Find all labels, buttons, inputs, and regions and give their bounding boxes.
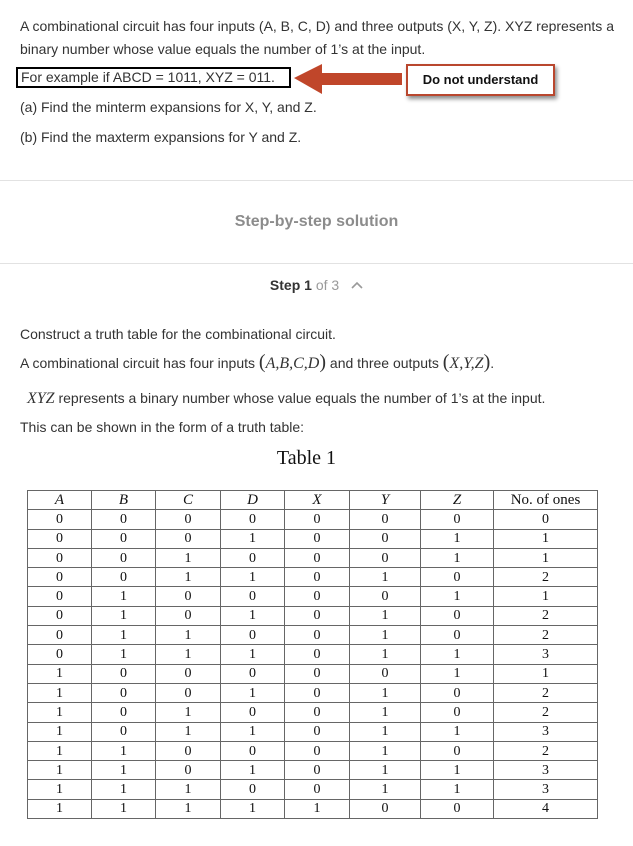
table-row [28, 664, 598, 683]
solution-paragraph-3 [27, 389, 545, 408]
table-cell: 0 [285, 568, 350, 587]
table-cell: 1 [350, 703, 421, 722]
table-cell: 0 [92, 548, 156, 567]
table-cell: 0 [221, 626, 285, 645]
table-cell: 1 [421, 548, 494, 567]
table-cell: 0 [421, 703, 494, 722]
table-cell: 1 [28, 703, 92, 722]
table-cell: 0 [92, 568, 156, 587]
table-cell: 1 [28, 664, 92, 683]
table-cell: 1 [156, 722, 221, 741]
table-row [28, 510, 598, 529]
table-cell: 1 [28, 780, 92, 799]
step-toggle[interactable] [0, 277, 633, 293]
step-count: of 3 [315, 277, 340, 293]
table-cell: 1 [92, 799, 156, 818]
table-cell: 0 [285, 664, 350, 683]
table-cell: 1 [92, 645, 156, 664]
table-cell: 1 [421, 645, 494, 664]
table-cell: 4 [494, 799, 598, 818]
table-cell: 1 [28, 799, 92, 818]
table-cell: 2 [494, 606, 598, 625]
table-row [28, 703, 598, 722]
question-part-a: (a) Find the minterm expansions for X, Y, and Z. [20, 99, 317, 115]
table-cell: 0 [285, 780, 350, 799]
table-row [28, 761, 598, 780]
table-cell: 0 [350, 529, 421, 548]
table-cell: 0 [221, 587, 285, 606]
table-header-cell: D [221, 491, 285, 510]
table-cell: 0 [421, 626, 494, 645]
table-cell: 0 [221, 703, 285, 722]
table-cell: 0 [285, 548, 350, 567]
p3-text: represents a binary number whose value equals the number of 1’s at the input. [58, 390, 546, 406]
table-cell: 0 [92, 722, 156, 741]
solution-heading: Step-by-step solution [234, 213, 399, 230]
table-cell: 1 [285, 799, 350, 818]
table-cell: 1 [350, 683, 421, 702]
table-row [28, 606, 598, 625]
table-cell: 0 [350, 510, 421, 529]
table-header-cell: Z [421, 491, 494, 510]
table-cell: 2 [494, 626, 598, 645]
table-cell: 0 [221, 664, 285, 683]
table-row [28, 568, 598, 587]
table-cell: 1 [28, 683, 92, 702]
table-cell: 1 [494, 664, 598, 683]
table-cell: 0 [156, 510, 221, 529]
table-cell: 0 [28, 529, 92, 548]
table-cell: 1 [221, 683, 285, 702]
table-cell: 1 [92, 761, 156, 780]
table-cell: 0 [285, 703, 350, 722]
table-row [28, 548, 598, 567]
table-cell: 0 [350, 587, 421, 606]
table-cell: 3 [494, 722, 598, 741]
table-cell: 0 [421, 510, 494, 529]
table-cell: 1 [156, 568, 221, 587]
table-cell: 0 [156, 587, 221, 606]
table-cell: 1 [156, 780, 221, 799]
table-cell: 1 [221, 761, 285, 780]
table-cell: 1 [92, 626, 156, 645]
solution-paragraph-2: A combinational circuit has four inputs (A,B,C,D) and three outputs (X,Y,Z). [20, 351, 495, 373]
inputs-math: A,B,C,D [265, 355, 320, 372]
p2-mid: and three outputs [329, 355, 439, 371]
table-cell: 1 [350, 645, 421, 664]
table-cell: 2 [494, 741, 598, 760]
table-cell: 0 [350, 548, 421, 567]
table-cell: 1 [350, 568, 421, 587]
table-cell: 1 [221, 529, 285, 548]
table-row [28, 799, 598, 818]
table-header-cell: X [285, 491, 350, 510]
table-cell: 0 [92, 664, 156, 683]
table-cell: 1 [221, 645, 285, 664]
table-cell: 3 [494, 761, 598, 780]
table-cell: 3 [494, 780, 598, 799]
table-cell: 0 [285, 626, 350, 645]
table-cell: 1 [421, 761, 494, 780]
table-cell: 0 [28, 587, 92, 606]
table-row [28, 529, 598, 548]
table-cell: 0 [28, 548, 92, 567]
table-cell: 1 [494, 548, 598, 567]
table-cell: 0 [221, 510, 285, 529]
example-highlight-box: For example if ABCD = 1011, XYZ = 011. [16, 67, 291, 88]
table-cell: 2 [494, 703, 598, 722]
table-cell: 1 [92, 780, 156, 799]
table-cell: 1 [350, 780, 421, 799]
xyz-math: XYZ [27, 390, 55, 407]
table-cell: 3 [494, 645, 598, 664]
table-cell: 0 [156, 761, 221, 780]
table-cell: 1 [28, 722, 92, 741]
annotation-callout: Do not understand [406, 64, 555, 96]
table-cell: 0 [421, 683, 494, 702]
table-cell: 0 [285, 510, 350, 529]
table-cell: 0 [350, 664, 421, 683]
outputs-math: X,Y,Z [449, 355, 484, 372]
table-cell: 1 [156, 799, 221, 818]
table-cell: 1 [156, 645, 221, 664]
table-cell: 0 [285, 722, 350, 741]
table-row [28, 626, 598, 645]
table-cell: 1 [350, 722, 421, 741]
table-cell: 1 [28, 741, 92, 760]
table-cell: 1 [92, 606, 156, 625]
table-row [28, 587, 598, 606]
table-cell: 1 [421, 529, 494, 548]
step-label: Step 1 [269, 277, 312, 293]
question-line-2: binary number whose value equals the number of 1’s at the input. [20, 41, 426, 57]
table-title: Table 1 [276, 447, 337, 469]
table-cell: 0 [156, 664, 221, 683]
table-cell: 0 [28, 645, 92, 664]
table-row [28, 780, 598, 799]
table-header-cell: A [28, 491, 92, 510]
question-part-b: (b) Find the maxterm expansions for Y and Z. [20, 129, 302, 145]
annotation-arrow-icon [292, 63, 404, 97]
table-cell: 0 [156, 683, 221, 702]
table-cell: 0 [285, 529, 350, 548]
table-cell: 0 [92, 703, 156, 722]
table-cell: 0 [285, 587, 350, 606]
table-cell: 0 [156, 529, 221, 548]
table-cell: 1 [350, 761, 421, 780]
table-cell: 0 [285, 761, 350, 780]
table-cell: 1 [350, 626, 421, 645]
table-cell: 0 [221, 548, 285, 567]
table-cell: 0 [494, 510, 598, 529]
table-header-cell: Y [350, 491, 421, 510]
table-cell: 1 [156, 548, 221, 567]
chevron-up-icon[interactable] [351, 281, 363, 289]
table-cell: 1 [494, 587, 598, 606]
table-cell: 1 [221, 568, 285, 587]
question-line-1: A combinational circuit has four inputs (A, B, C, D) and three outputs (X, Y, Z). XYZ represents a [20, 18, 614, 34]
table-cell: 0 [28, 568, 92, 587]
table-cell: 0 [350, 799, 421, 818]
table-cell: 0 [421, 799, 494, 818]
truth-table [27, 490, 598, 819]
table-cell: 1 [421, 587, 494, 606]
table-cell: 0 [156, 741, 221, 760]
solution-paragraph-4: This can be shown in the form of a truth table: [20, 419, 305, 435]
table-cell: 1 [494, 529, 598, 548]
solution-paragraph-1: Construct a truth table for the combinational circuit. [20, 326, 336, 342]
p2-prefix: A combinational circuit has four inputs [20, 355, 256, 371]
table-cell: 0 [421, 568, 494, 587]
table-cell: 1 [421, 664, 494, 683]
table-cell: 1 [350, 606, 421, 625]
table-row [28, 741, 598, 760]
table-cell: 0 [92, 683, 156, 702]
table-cell: 0 [28, 510, 92, 529]
table-cell: 1 [221, 606, 285, 625]
table-row [28, 645, 598, 664]
table-cell: 0 [221, 741, 285, 760]
table-cell: 2 [494, 683, 598, 702]
table-cell: 1 [421, 722, 494, 741]
table-cell: 0 [92, 510, 156, 529]
table-cell: 1 [156, 626, 221, 645]
table-cell: 0 [28, 626, 92, 645]
table-cell: 0 [421, 606, 494, 625]
table-row [28, 683, 598, 702]
table-cell: 1 [28, 761, 92, 780]
divider [0, 263, 633, 264]
divider [0, 180, 633, 181]
table-cell: 1 [421, 780, 494, 799]
table-cell: 0 [92, 529, 156, 548]
table-cell: 0 [285, 741, 350, 760]
table-cell: 0 [285, 683, 350, 702]
table-cell: 0 [285, 645, 350, 664]
table-cell: 1 [156, 703, 221, 722]
table-cell: 1 [92, 741, 156, 760]
table-cell: 0 [221, 780, 285, 799]
table-cell: 0 [421, 741, 494, 760]
table-cell: 1 [92, 587, 156, 606]
table-cell: 0 [156, 606, 221, 625]
table-cell: 1 [221, 722, 285, 741]
table-cell: 0 [285, 606, 350, 625]
table-cell: 1 [350, 741, 421, 760]
table-header-cell: C [156, 491, 221, 510]
table-row [28, 722, 598, 741]
table-cell: 1 [221, 799, 285, 818]
table-cell: 0 [28, 606, 92, 625]
table-header-cell: No. of ones [494, 491, 598, 510]
table-header-cell: B [92, 491, 156, 510]
table-cell: 2 [494, 568, 598, 587]
